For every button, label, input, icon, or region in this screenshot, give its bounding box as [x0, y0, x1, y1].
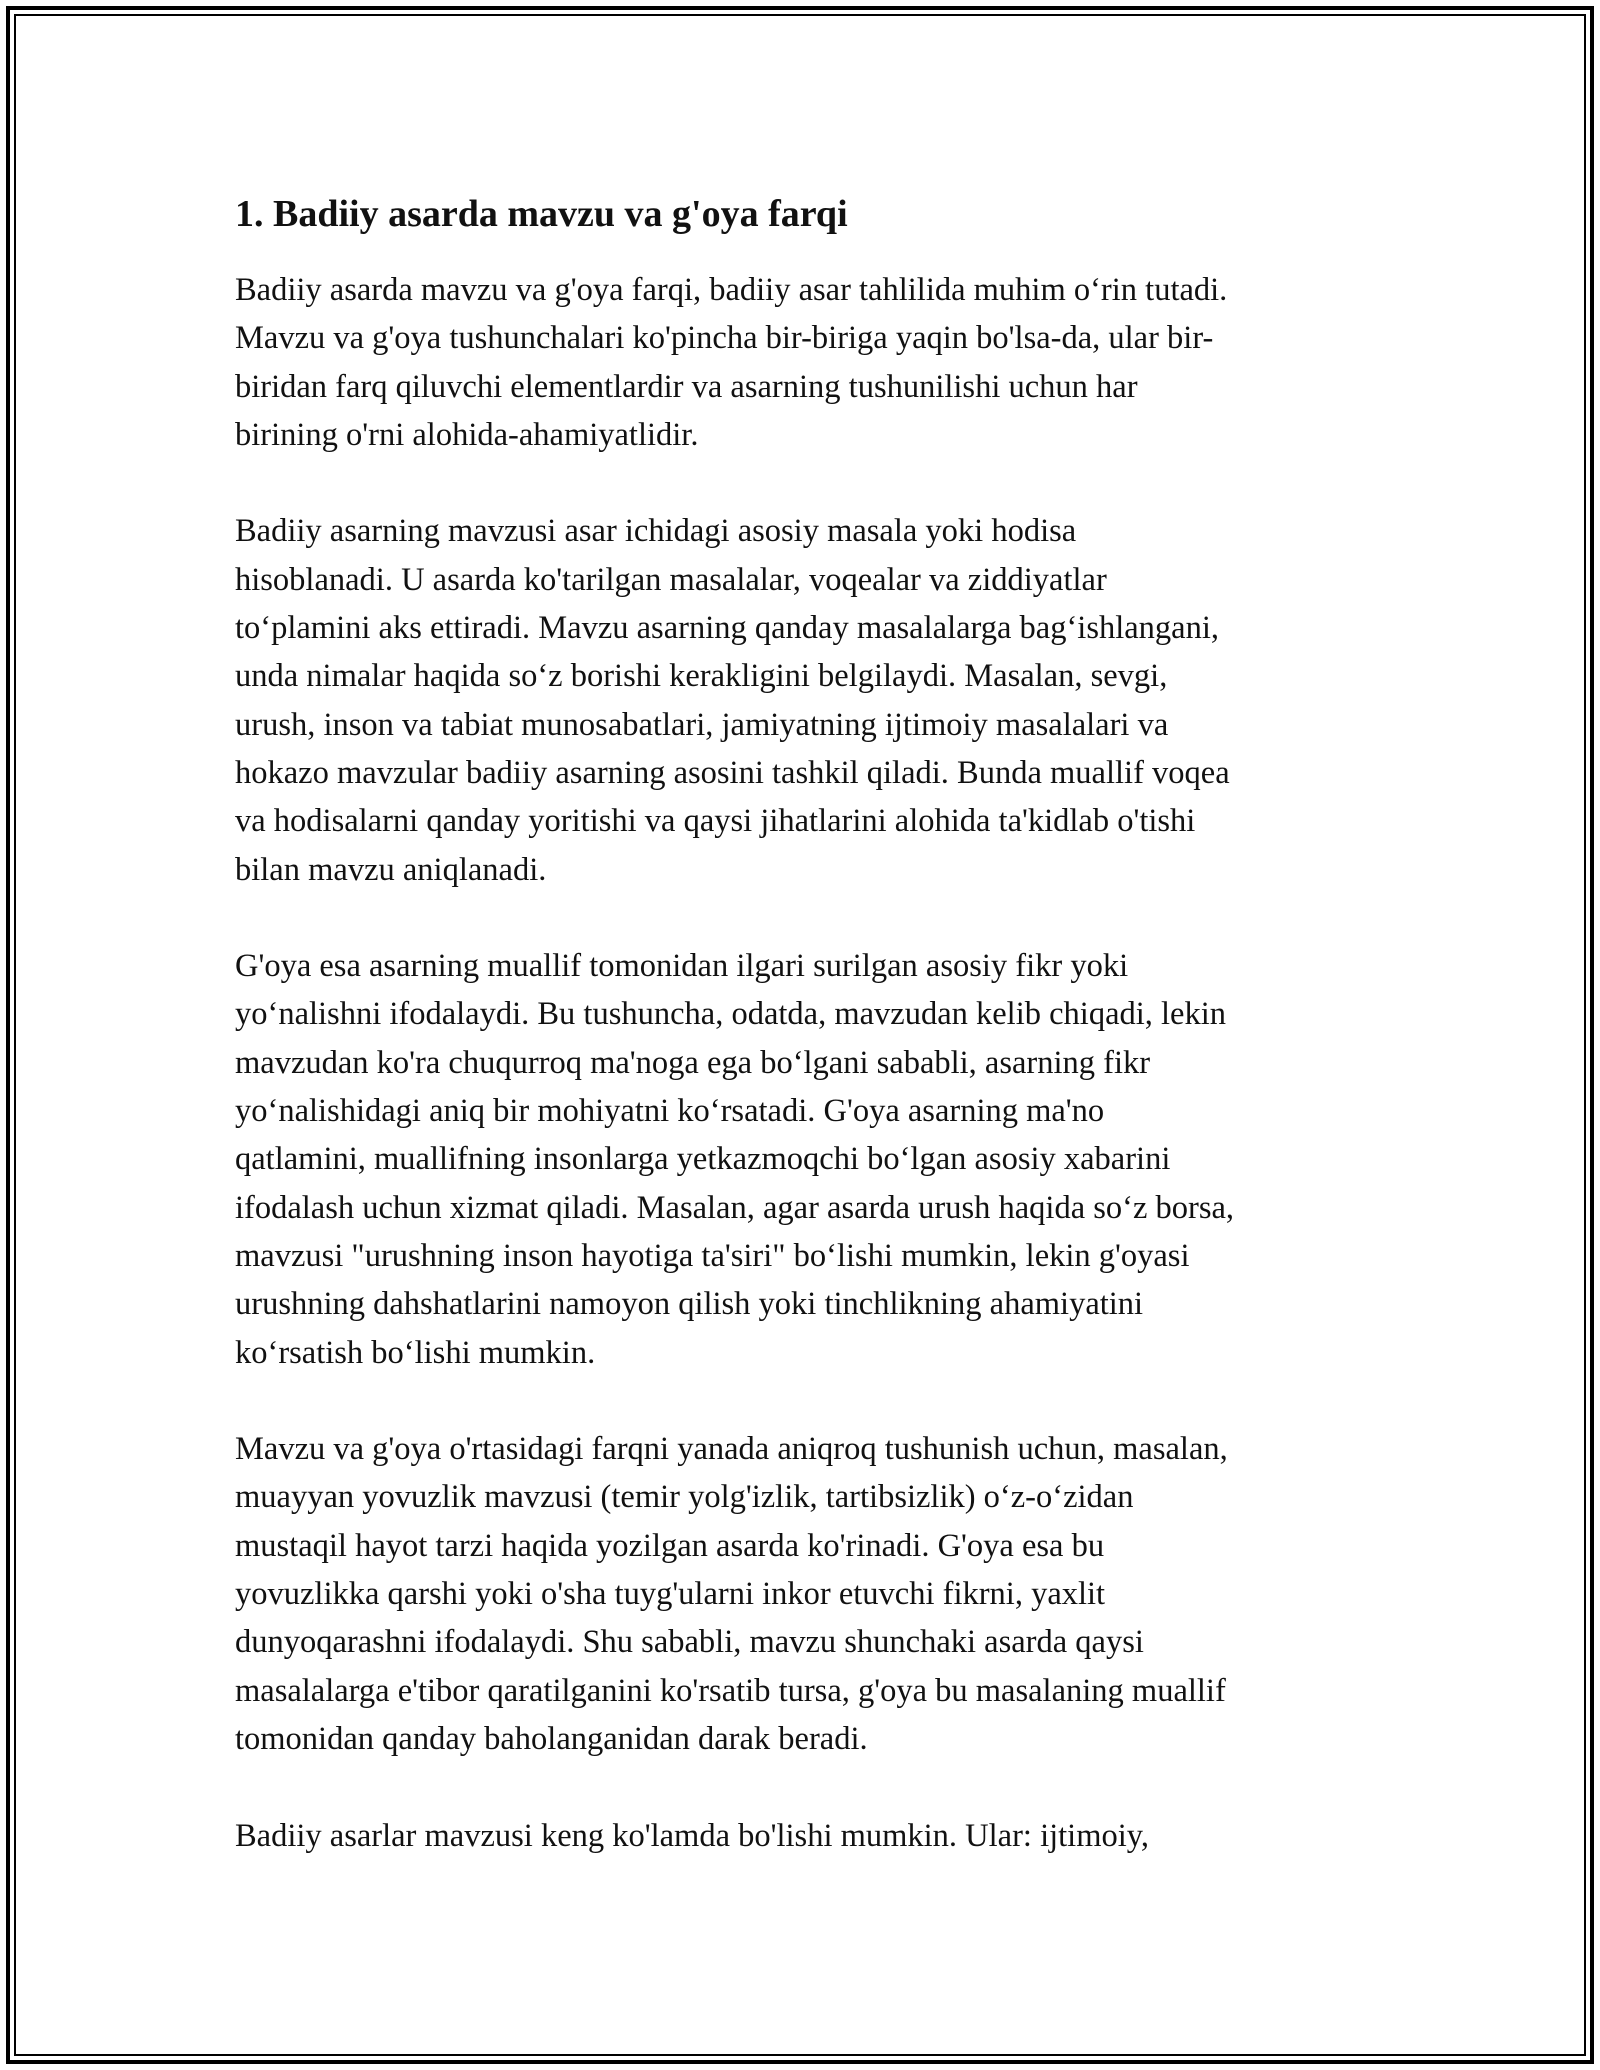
text-line: yo‘nalishni ifodalaydi. Bu tushuncha, odatda, mavzudan kelib chiqadi, lekin	[235, 996, 1227, 1033]
text-line: urushning dahshatlarini namoyon qilish yoki tinchlikning ahamiyatini	[235, 1286, 1144, 1323]
text-line: biridan farq qiluvchi elementlardir va asarning tushunilishi uchun har	[235, 368, 1138, 405]
section-heading: 1. Badiiy asarda mavzu va g'oya farqi	[235, 193, 848, 235]
text-line: dunyoqarashni ifodalaydi. Shu sababli, mavzu shunchaki asarda qaysi	[235, 1624, 1144, 1661]
text-line: Badiiy asarda mavzu va g'oya farqi, badiiy asar tahlilida muhim o‘rin tutadi.	[235, 272, 1228, 308]
text-line: birining o'rni alohida-ahamiyatlidir.	[235, 416, 699, 453]
text-line: muayyan yovuzlik mavzusi (temir yolg'izlik, tartibsizlik) o‘z-o‘zidan	[235, 1479, 1134, 1516]
text-line: unda nimalar haqida so‘z borishi kerakligini belgilaydi. Masalan, sevgi,	[235, 658, 1168, 695]
text-line: yo‘nalishidagi aniq bir mohiyatni ko‘rsatadi. G'oya asarning ma'no	[235, 1093, 1105, 1130]
paragraph-2	[235, 507, 1365, 893]
text-line: Mavzu va g'oya o'rtasidagi farqni yanada aniqroq tushunish uchun, masalan,	[235, 1431, 1228, 1468]
text-line: Badiiy asarning mavzusi asar ichidagi asosiy masala yoki hodisa	[235, 513, 1077, 550]
text-line: ifodalash uchun xizmat qiladi. Masalan, agar asarda urush haqida so‘z borsa,	[235, 1189, 1235, 1226]
text-line: to‘plamini aks ettiradi. Mavzu asarning qanday masalalarga bag‘ishlangani,	[235, 610, 1220, 647]
text-line: mavzusi "urushning inson hayotiga ta'siri" bo‘lishi mumkin, lekin g'oyasi	[235, 1237, 1190, 1274]
text-line: tomonidan qanday baholanganidan darak beradi.	[235, 1720, 868, 1757]
text-line: Mavzu va g'oya tushunchalari ko'pincha bir-biriga yaqin bo'lsa-da, ular bir-	[235, 320, 1214, 357]
text-line: mustaqil hayot tarzi haqida yozilgan asarda ko'rinadi. G'oya esa bu	[235, 1527, 1105, 1564]
paragraph-1	[235, 266, 1365, 459]
text-line: hisoblanadi. U asarda ko'tarilgan masalalar, voqealar va ziddiyatlar	[235, 561, 1107, 598]
text-line: bilan mavzu aniqlanadi.	[235, 851, 547, 888]
paragraph-4	[235, 1425, 1365, 1763]
text-line: Badiiy asarlar mavzusi keng ko'lamda bo'lishi mumkin. Ular: ijtimoiy,	[235, 1817, 1150, 1854]
paragraph-3	[235, 942, 1365, 1377]
text-line: qatlamini, muallifning insonlarga yetkazmoqchi bo‘lgan asosiy xabarini	[235, 1141, 1171, 1178]
text-line: va hodisalarni qanday yoritishi va qaysi jihatlarini alohida ta'kidlab o'tishi	[235, 803, 1196, 840]
text-line: ko‘rsatish bo‘lishi mumkin.	[235, 1334, 596, 1371]
text-line: mavzudan ko'ra chuqurroq ma'noga ega bo‘lgani sababli, asarning fikr	[235, 1044, 1151, 1081]
text-line: masalalarga e'tibor qaratilganini ko'rsatib tursa, g'oya bu masalaning muallif	[235, 1672, 1226, 1709]
paragraph-5	[235, 1812, 1365, 1860]
text-line: G'oya esa asarning muallif tomonidan ilgari surilgan asosiy fikr yoki	[235, 948, 1129, 985]
text-line: yovuzlikka qarshi yoki o'sha tuyg'ularni inkor etuvchi fikrni, yaxlit	[235, 1576, 1106, 1613]
document-body	[235, 186, 1365, 1908]
text-line: hokazo mavzular badiiy asarning asosini tashkil qiladi. Bunda muallif voqea	[235, 754, 1230, 791]
text-line: urush, inson va tabiat munosabatlari, jamiyatning ijtimoiy masalalari va	[235, 706, 1169, 743]
